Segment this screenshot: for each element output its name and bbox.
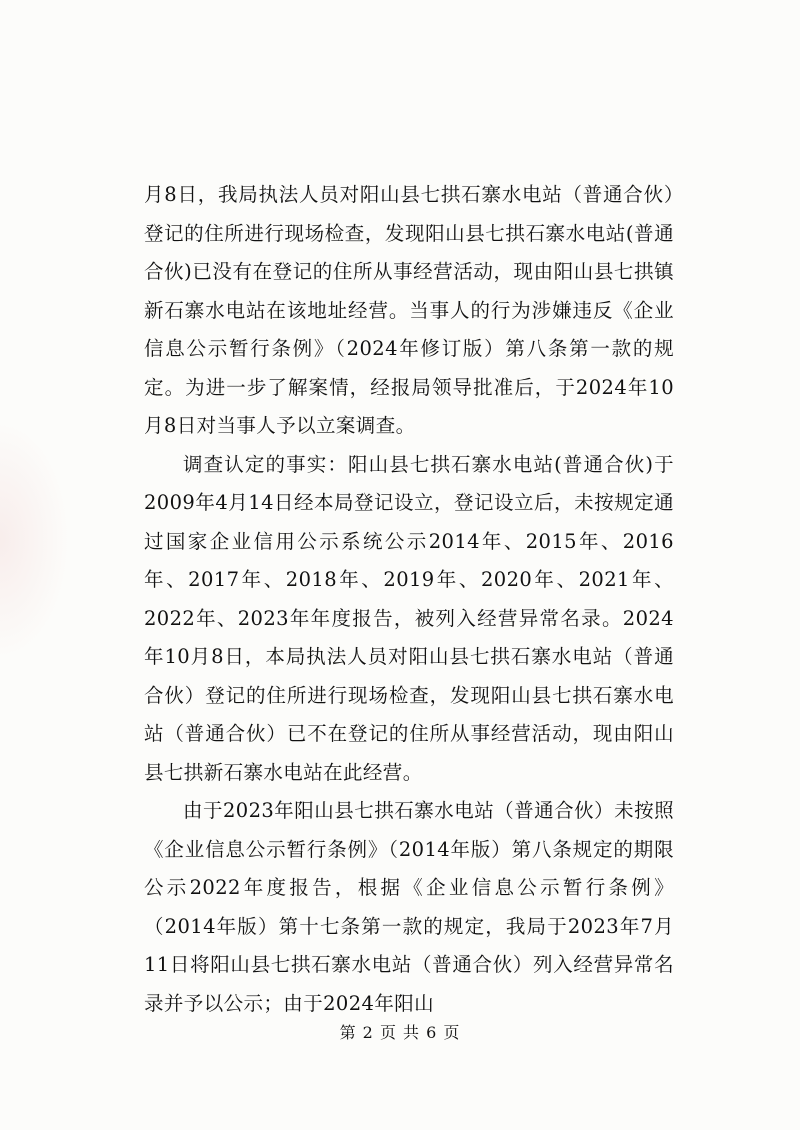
document-body bbox=[144, 176, 674, 1023]
paragraph-investigation-facts: 调查认定的事实：阳山县七拱石寨水电站(普通合伙)于2009年4月14日经本局登记设立，登记设立后，未按规定通过国家企业信用公示系统公示2014年、2015年、2016年、2017年、2018年、2019年、2020年、2021年、2022年、2023年年度报告，被列入经营异常名录。2024年10月8日，本局执法人员对阳山县七拱石寨水电站（普通合伙）登记的住所进行现场检查，发现阳山县七拱石寨水电站（普通合伙）已不在登记的住所从事经营活动，现由阳山县七拱新石寨水电站在此经营。 bbox=[144, 452, 674, 784]
page-footer bbox=[0, 1020, 800, 1043]
page-number: 第 2 页 共 6 页 bbox=[339, 1023, 461, 1042]
binding-stain bbox=[0, 420, 70, 660]
paragraph-continued: 月8日，我局执法人员对阳山县七拱石寨水电站（普通合伙）登记的住所进行现场检查，发现阳山县七拱石寨水电站(普通合伙)已没有在登记的住所从事经营活动，现由阳山县七拱镇新石寨水电站在该地址经营。当事人的行为涉嫌违反《企业信息公示暂行条例》（2024年修订版）第八条第一款的规定。为进一步了解案情，经报局领导批准后，于2024年10月8日对当事人予以立案调查。 bbox=[144, 183, 674, 437]
paragraph-abnormal-listing: 由于2023年阳山县七拱石寨水电站（普通合伙）未按照《企业信息公示暂行条例》（2014年版）第八条规定的期限公示2022年度报告，根据《企业信息公示暂行条例》（2014年版）第十七条第一款的规定，我局于2023年7月11日将阳山县七拱石寨水电站（普通合伙）列入经营异常名录并予以公示；由于2024年阳山 bbox=[144, 799, 674, 1015]
